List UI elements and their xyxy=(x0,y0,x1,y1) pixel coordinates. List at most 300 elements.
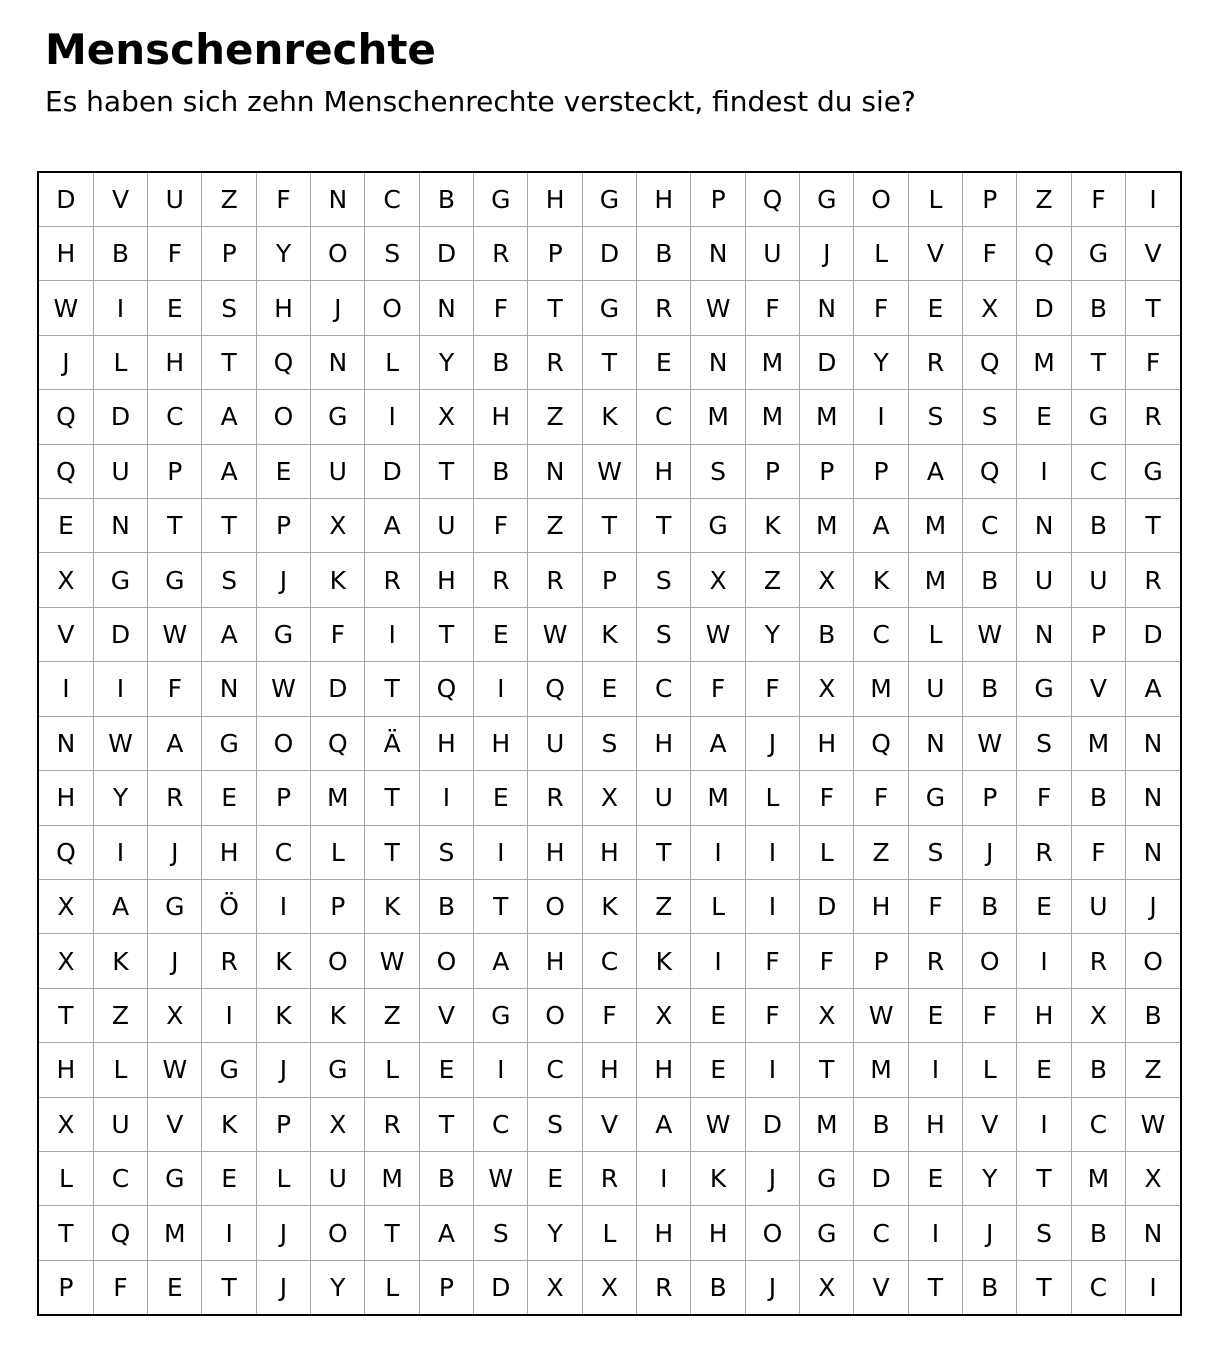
grid-cell[interactable]: J xyxy=(800,226,854,280)
grid-cell[interactable]: S xyxy=(419,825,473,879)
grid-cell[interactable]: H xyxy=(256,281,310,335)
grid-cell[interactable]: G xyxy=(800,1206,854,1260)
grid-cell[interactable]: F xyxy=(474,498,528,552)
grid-cell[interactable]: Z xyxy=(1017,173,1071,226)
grid-cell[interactable]: B xyxy=(1071,498,1125,552)
grid-cell[interactable]: R xyxy=(1126,553,1180,607)
grid-cell[interactable]: K xyxy=(365,879,419,933)
grid-cell[interactable]: F xyxy=(256,173,310,226)
grid-cell[interactable]: X xyxy=(39,879,93,933)
grid-cell[interactable]: R xyxy=(148,771,202,825)
grid-cell[interactable]: Q xyxy=(528,662,582,716)
grid-cell[interactable]: W xyxy=(365,934,419,988)
grid-cell[interactable]: W xyxy=(256,662,310,716)
grid-cell[interactable]: P xyxy=(800,444,854,498)
grid-cell[interactable]: E xyxy=(1017,1043,1071,1097)
grid-cell[interactable]: M xyxy=(908,553,962,607)
grid-cell[interactable]: E xyxy=(474,771,528,825)
grid-cell[interactable]: A xyxy=(908,444,962,498)
grid-cell[interactable]: W xyxy=(854,988,908,1042)
grid-cell[interactable]: U xyxy=(637,771,691,825)
grid-cell[interactable]: N xyxy=(311,173,365,226)
grid-cell[interactable]: F xyxy=(474,281,528,335)
grid-cell[interactable]: P xyxy=(854,444,908,498)
grid-cell[interactable]: N xyxy=(691,226,745,280)
grid-cell[interactable]: Q xyxy=(39,444,93,498)
grid-cell[interactable]: D xyxy=(39,173,93,226)
grid-cell[interactable]: B xyxy=(474,444,528,498)
grid-cell[interactable]: G xyxy=(691,498,745,552)
grid-cell[interactable]: I xyxy=(745,825,799,879)
grid-cell[interactable]: N xyxy=(800,281,854,335)
grid-cell[interactable]: L xyxy=(311,825,365,879)
grid-cell[interactable]: X xyxy=(419,390,473,444)
grid-cell[interactable]: L xyxy=(800,825,854,879)
grid-cell[interactable]: E xyxy=(202,1152,256,1206)
grid-cell[interactable]: J xyxy=(963,825,1017,879)
grid-cell[interactable]: S xyxy=(202,553,256,607)
grid-cell[interactable]: B xyxy=(963,553,1017,607)
grid-cell[interactable]: D xyxy=(800,879,854,933)
grid-cell[interactable]: R xyxy=(528,553,582,607)
grid-cell[interactable]: J xyxy=(256,1206,310,1260)
grid-cell[interactable]: V xyxy=(854,1260,908,1314)
grid-cell[interactable]: I xyxy=(365,607,419,661)
grid-cell[interactable]: F xyxy=(963,226,1017,280)
grid-cell[interactable]: A xyxy=(691,716,745,770)
grid-cell[interactable]: J xyxy=(745,716,799,770)
grid-cell[interactable]: V xyxy=(1071,662,1125,716)
grid-cell[interactable]: F xyxy=(311,607,365,661)
grid-cell[interactable]: G xyxy=(474,173,528,226)
grid-cell[interactable]: P xyxy=(256,771,310,825)
grid-cell[interactable]: P xyxy=(419,1260,473,1314)
grid-cell[interactable]: T xyxy=(1017,1260,1071,1314)
grid-cell[interactable]: Z xyxy=(1126,1043,1180,1097)
grid-cell[interactable]: K xyxy=(637,934,691,988)
grid-cell[interactable]: W xyxy=(963,607,1017,661)
grid-cell[interactable]: S xyxy=(637,607,691,661)
grid-cell[interactable]: Q xyxy=(93,1206,147,1260)
grid-cell[interactable]: Y xyxy=(963,1152,1017,1206)
grid-cell[interactable]: W xyxy=(93,716,147,770)
grid-cell[interactable]: P xyxy=(202,226,256,280)
grid-cell[interactable]: P xyxy=(1071,607,1125,661)
grid-cell[interactable]: B xyxy=(1126,988,1180,1042)
grid-cell[interactable]: M xyxy=(365,1152,419,1206)
grid-cell[interactable]: V xyxy=(39,607,93,661)
grid-cell[interactable]: X xyxy=(800,1260,854,1314)
grid-cell[interactable]: V xyxy=(93,173,147,226)
grid-cell[interactable]: X xyxy=(528,1260,582,1314)
grid-cell[interactable]: R xyxy=(365,553,419,607)
grid-cell[interactable]: J xyxy=(148,825,202,879)
grid-cell[interactable]: X xyxy=(582,771,636,825)
grid-cell[interactable]: V xyxy=(148,1097,202,1151)
grid-cell[interactable]: C xyxy=(474,1097,528,1151)
grid-cell[interactable]: M xyxy=(1071,716,1125,770)
grid-cell[interactable]: H xyxy=(39,1043,93,1097)
grid-cell[interactable]: S xyxy=(908,825,962,879)
grid-cell[interactable]: U xyxy=(419,498,473,552)
grid-cell[interactable]: T xyxy=(582,498,636,552)
grid-cell[interactable]: B xyxy=(963,1260,1017,1314)
grid-cell[interactable]: B xyxy=(1071,1043,1125,1097)
grid-cell[interactable]: A xyxy=(202,444,256,498)
grid-cell[interactable]: G xyxy=(148,879,202,933)
grid-cell[interactable]: U xyxy=(1071,553,1125,607)
grid-cell[interactable]: H xyxy=(637,444,691,498)
grid-cell[interactable]: N xyxy=(1126,771,1180,825)
grid-cell[interactable]: D xyxy=(311,662,365,716)
grid-cell[interactable]: L xyxy=(963,1043,1017,1097)
grid-cell[interactable]: I xyxy=(1126,1260,1180,1314)
grid-cell[interactable]: S xyxy=(1017,716,1071,770)
grid-cell[interactable]: Q xyxy=(963,335,1017,389)
grid-cell[interactable]: I xyxy=(419,771,473,825)
grid-cell[interactable]: S xyxy=(963,390,1017,444)
grid-cell[interactable]: H xyxy=(582,1043,636,1097)
grid-cell[interactable]: G xyxy=(582,281,636,335)
grid-cell[interactable]: Ö xyxy=(202,879,256,933)
grid-cell[interactable]: H xyxy=(582,825,636,879)
grid-cell[interactable]: T xyxy=(202,498,256,552)
grid-cell[interactable]: P xyxy=(582,553,636,607)
grid-cell[interactable]: I xyxy=(854,390,908,444)
grid-cell[interactable]: E xyxy=(419,1043,473,1097)
grid-cell[interactable]: G xyxy=(1126,444,1180,498)
grid-cell[interactable]: Z xyxy=(365,988,419,1042)
grid-cell[interactable]: F xyxy=(854,771,908,825)
grid-cell[interactable]: J xyxy=(311,281,365,335)
grid-cell[interactable]: W xyxy=(582,444,636,498)
grid-cell[interactable]: C xyxy=(963,498,1017,552)
grid-cell[interactable]: N xyxy=(908,716,962,770)
grid-cell[interactable]: A xyxy=(474,934,528,988)
grid-cell[interactable]: X xyxy=(800,988,854,1042)
grid-cell[interactable]: K xyxy=(582,879,636,933)
grid-cell[interactable]: U xyxy=(1071,879,1125,933)
grid-cell[interactable]: D xyxy=(854,1152,908,1206)
grid-cell[interactable]: V xyxy=(908,226,962,280)
grid-cell[interactable]: B xyxy=(419,173,473,226)
grid-cell[interactable]: I xyxy=(474,825,528,879)
grid-cell[interactable]: G xyxy=(582,173,636,226)
grid-cell[interactable]: E xyxy=(691,1043,745,1097)
grid-cell[interactable]: H xyxy=(637,173,691,226)
grid-cell[interactable]: G xyxy=(1017,662,1071,716)
grid-cell[interactable]: K xyxy=(93,934,147,988)
grid-cell[interactable]: F xyxy=(148,662,202,716)
grid-cell[interactable]: O xyxy=(311,226,365,280)
grid-cell[interactable]: F xyxy=(93,1260,147,1314)
grid-cell[interactable]: I xyxy=(1126,173,1180,226)
grid-cell[interactable]: I xyxy=(1017,444,1071,498)
grid-cell[interactable]: X xyxy=(800,553,854,607)
grid-cell[interactable]: D xyxy=(745,1097,799,1151)
grid-cell[interactable]: U xyxy=(311,1152,365,1206)
grid-cell[interactable]: R xyxy=(908,934,962,988)
grid-cell[interactable]: G xyxy=(202,716,256,770)
grid-cell[interactable]: Z xyxy=(528,498,582,552)
grid-cell[interactable]: O xyxy=(745,1206,799,1260)
grid-cell[interactable]: C xyxy=(528,1043,582,1097)
grid-cell[interactable]: H xyxy=(474,390,528,444)
grid-cell[interactable]: H xyxy=(474,716,528,770)
grid-cell[interactable]: N xyxy=(691,335,745,389)
grid-cell[interactable]: K xyxy=(311,988,365,1042)
grid-cell[interactable]: R xyxy=(528,335,582,389)
grid-cell[interactable]: W xyxy=(1126,1097,1180,1151)
grid-cell[interactable]: G xyxy=(202,1043,256,1097)
grid-cell[interactable]: E xyxy=(528,1152,582,1206)
grid-cell[interactable]: T xyxy=(1126,498,1180,552)
grid-cell[interactable]: X xyxy=(311,1097,365,1151)
grid-cell[interactable]: T xyxy=(365,825,419,879)
grid-cell[interactable]: K xyxy=(582,390,636,444)
grid-cell[interactable]: S xyxy=(202,281,256,335)
grid-cell[interactable]: Q xyxy=(1017,226,1071,280)
grid-cell[interactable]: T xyxy=(202,335,256,389)
grid-cell[interactable]: R xyxy=(202,934,256,988)
grid-cell[interactable]: M xyxy=(311,771,365,825)
grid-cell[interactable]: O xyxy=(256,716,310,770)
grid-cell[interactable]: O xyxy=(256,390,310,444)
grid-cell[interactable]: C xyxy=(1071,1097,1125,1151)
grid-cell[interactable]: R xyxy=(1071,934,1125,988)
grid-cell[interactable]: T xyxy=(419,607,473,661)
grid-cell[interactable]: F xyxy=(1126,335,1180,389)
grid-cell[interactable]: P xyxy=(854,934,908,988)
grid-cell[interactable]: W xyxy=(691,1097,745,1151)
grid-cell[interactable]: N xyxy=(1017,498,1071,552)
grid-cell[interactable]: T xyxy=(1017,1152,1071,1206)
grid-cell[interactable]: Q xyxy=(39,825,93,879)
grid-cell[interactable]: V xyxy=(419,988,473,1042)
grid-cell[interactable]: I xyxy=(637,1152,691,1206)
grid-cell[interactable]: R xyxy=(637,1260,691,1314)
grid-cell[interactable]: T xyxy=(365,1206,419,1260)
grid-cell[interactable]: F xyxy=(148,226,202,280)
grid-cell[interactable]: B xyxy=(1071,1206,1125,1260)
grid-cell[interactable]: N xyxy=(1126,825,1180,879)
grid-cell[interactable]: L xyxy=(908,607,962,661)
grid-cell[interactable]: K xyxy=(691,1152,745,1206)
grid-cell[interactable]: E xyxy=(474,607,528,661)
grid-cell[interactable]: I xyxy=(691,825,745,879)
grid-cell[interactable]: W xyxy=(148,1043,202,1097)
grid-cell[interactable]: P xyxy=(311,879,365,933)
grid-cell[interactable]: O xyxy=(854,173,908,226)
grid-cell[interactable]: E xyxy=(39,498,93,552)
grid-cell[interactable]: C xyxy=(365,173,419,226)
grid-cell[interactable]: G xyxy=(311,390,365,444)
grid-cell[interactable]: Y xyxy=(256,226,310,280)
grid-cell[interactable]: G xyxy=(800,1152,854,1206)
grid-cell[interactable]: T xyxy=(908,1260,962,1314)
grid-cell[interactable]: T xyxy=(1071,335,1125,389)
grid-cell[interactable]: Y xyxy=(745,607,799,661)
grid-cell[interactable]: I xyxy=(745,1043,799,1097)
grid-cell[interactable]: D xyxy=(1017,281,1071,335)
grid-cell[interactable]: F xyxy=(854,281,908,335)
grid-cell[interactable]: E xyxy=(148,281,202,335)
grid-cell[interactable]: A xyxy=(202,607,256,661)
grid-cell[interactable]: B xyxy=(691,1260,745,1314)
grid-cell[interactable]: Ä xyxy=(365,716,419,770)
grid-cell[interactable]: F xyxy=(745,934,799,988)
grid-cell[interactable]: Z xyxy=(745,553,799,607)
grid-cell[interactable]: G xyxy=(148,1152,202,1206)
grid-cell[interactable]: N xyxy=(202,662,256,716)
grid-cell[interactable]: X xyxy=(148,988,202,1042)
grid-cell[interactable]: U xyxy=(93,1097,147,1151)
grid-cell[interactable]: T xyxy=(637,498,691,552)
grid-cell[interactable]: P xyxy=(963,771,1017,825)
grid-cell[interactable]: N xyxy=(311,335,365,389)
grid-cell[interactable]: J xyxy=(256,553,310,607)
grid-cell[interactable]: Q xyxy=(39,390,93,444)
grid-cell[interactable]: I xyxy=(93,825,147,879)
grid-cell[interactable]: T xyxy=(582,335,636,389)
grid-cell[interactable]: A xyxy=(93,879,147,933)
grid-cell[interactable]: T xyxy=(39,988,93,1042)
grid-cell[interactable]: W xyxy=(691,281,745,335)
grid-cell[interactable]: U xyxy=(311,444,365,498)
grid-cell[interactable]: G xyxy=(148,553,202,607)
grid-cell[interactable]: A xyxy=(202,390,256,444)
grid-cell[interactable]: V xyxy=(1126,226,1180,280)
grid-cell[interactable]: B xyxy=(1071,281,1125,335)
grid-cell[interactable]: C xyxy=(582,934,636,988)
grid-cell[interactable]: H xyxy=(528,825,582,879)
grid-cell[interactable]: A xyxy=(148,716,202,770)
grid-cell[interactable]: I xyxy=(256,879,310,933)
grid-cell[interactable]: C xyxy=(637,390,691,444)
grid-cell[interactable]: G xyxy=(474,988,528,1042)
grid-cell[interactable]: U xyxy=(528,716,582,770)
grid-cell[interactable]: H xyxy=(148,335,202,389)
grid-cell[interactable]: H xyxy=(528,934,582,988)
grid-cell[interactable]: V xyxy=(963,1097,1017,1151)
grid-cell[interactable]: J xyxy=(39,335,93,389)
grid-cell[interactable]: L xyxy=(256,1152,310,1206)
grid-cell[interactable]: L xyxy=(365,1043,419,1097)
grid-cell[interactable]: Q xyxy=(745,173,799,226)
grid-cell[interactable]: R xyxy=(528,771,582,825)
grid-cell[interactable]: S xyxy=(908,390,962,444)
grid-cell[interactable]: O xyxy=(963,934,1017,988)
grid-cell[interactable]: R xyxy=(908,335,962,389)
grid-cell[interactable]: F xyxy=(1071,825,1125,879)
grid-cell[interactable]: H xyxy=(39,771,93,825)
grid-cell[interactable]: J xyxy=(256,1260,310,1314)
grid-cell[interactable]: T xyxy=(202,1260,256,1314)
grid-cell[interactable]: E xyxy=(1017,390,1071,444)
grid-cell[interactable]: D xyxy=(1126,607,1180,661)
grid-cell[interactable]: L xyxy=(691,879,745,933)
grid-cell[interactable]: E xyxy=(148,1260,202,1314)
grid-cell[interactable]: N xyxy=(1017,607,1071,661)
grid-cell[interactable]: L xyxy=(582,1206,636,1260)
grid-cell[interactable]: M xyxy=(800,390,854,444)
grid-cell[interactable]: J xyxy=(745,1260,799,1314)
grid-cell[interactable]: B xyxy=(800,607,854,661)
grid-cell[interactable]: M xyxy=(1017,335,1071,389)
grid-cell[interactable]: Y xyxy=(93,771,147,825)
grid-cell[interactable]: E xyxy=(1017,879,1071,933)
grid-cell[interactable]: V xyxy=(582,1097,636,1151)
grid-cell[interactable]: I xyxy=(365,390,419,444)
grid-cell[interactable]: S xyxy=(528,1097,582,1151)
grid-cell[interactable]: E xyxy=(637,335,691,389)
grid-cell[interactable]: M xyxy=(745,390,799,444)
grid-cell[interactable]: E xyxy=(202,771,256,825)
grid-cell[interactable]: Z xyxy=(528,390,582,444)
grid-cell[interactable]: O xyxy=(528,879,582,933)
grid-cell[interactable]: L xyxy=(39,1152,93,1206)
grid-cell[interactable]: T xyxy=(528,281,582,335)
grid-cell[interactable]: X xyxy=(1126,1152,1180,1206)
grid-cell[interactable]: K xyxy=(582,607,636,661)
grid-cell[interactable]: N xyxy=(1126,1206,1180,1260)
grid-cell[interactable]: T xyxy=(419,444,473,498)
grid-cell[interactable]: H xyxy=(202,825,256,879)
grid-cell[interactable]: U xyxy=(1017,553,1071,607)
grid-cell[interactable]: B xyxy=(637,226,691,280)
grid-cell[interactable]: M xyxy=(854,1043,908,1097)
grid-cell[interactable]: H xyxy=(39,226,93,280)
grid-cell[interactable]: P xyxy=(148,444,202,498)
grid-cell[interactable]: A xyxy=(1126,662,1180,716)
grid-cell[interactable]: P xyxy=(745,444,799,498)
grid-cell[interactable]: T xyxy=(637,825,691,879)
grid-cell[interactable]: L xyxy=(854,226,908,280)
grid-cell[interactable]: H xyxy=(419,553,473,607)
grid-cell[interactable]: Y xyxy=(528,1206,582,1260)
grid-cell[interactable]: I xyxy=(202,988,256,1042)
grid-cell[interactable]: K xyxy=(311,553,365,607)
grid-cell[interactable]: M xyxy=(908,498,962,552)
grid-cell[interactable]: H xyxy=(854,879,908,933)
grid-cell[interactable]: G xyxy=(93,553,147,607)
grid-cell[interactable]: G xyxy=(256,607,310,661)
grid-cell[interactable]: S xyxy=(365,226,419,280)
grid-cell[interactable]: F xyxy=(745,281,799,335)
grid-cell[interactable]: N xyxy=(528,444,582,498)
grid-cell[interactable]: E xyxy=(908,988,962,1042)
grid-cell[interactable]: M xyxy=(691,771,745,825)
grid-cell[interactable]: W xyxy=(528,607,582,661)
grid-cell[interactable]: B xyxy=(474,335,528,389)
grid-cell[interactable]: T xyxy=(419,1097,473,1151)
grid-cell[interactable]: A xyxy=(365,498,419,552)
grid-cell[interactable]: R xyxy=(1017,825,1071,879)
grid-cell[interactable]: P xyxy=(528,226,582,280)
grid-cell[interactable]: C xyxy=(854,1206,908,1260)
grid-cell[interactable]: P xyxy=(256,1097,310,1151)
grid-cell[interactable]: P xyxy=(691,173,745,226)
grid-cell[interactable]: R xyxy=(474,553,528,607)
grid-cell[interactable]: U xyxy=(908,662,962,716)
grid-cell[interactable]: N xyxy=(419,281,473,335)
grid-cell[interactable]: C xyxy=(148,390,202,444)
grid-cell[interactable]: S xyxy=(1017,1206,1071,1260)
grid-cell[interactable]: C xyxy=(637,662,691,716)
grid-cell[interactable]: A xyxy=(854,498,908,552)
grid-cell[interactable]: L xyxy=(365,1260,419,1314)
grid-cell[interactable]: T xyxy=(365,771,419,825)
